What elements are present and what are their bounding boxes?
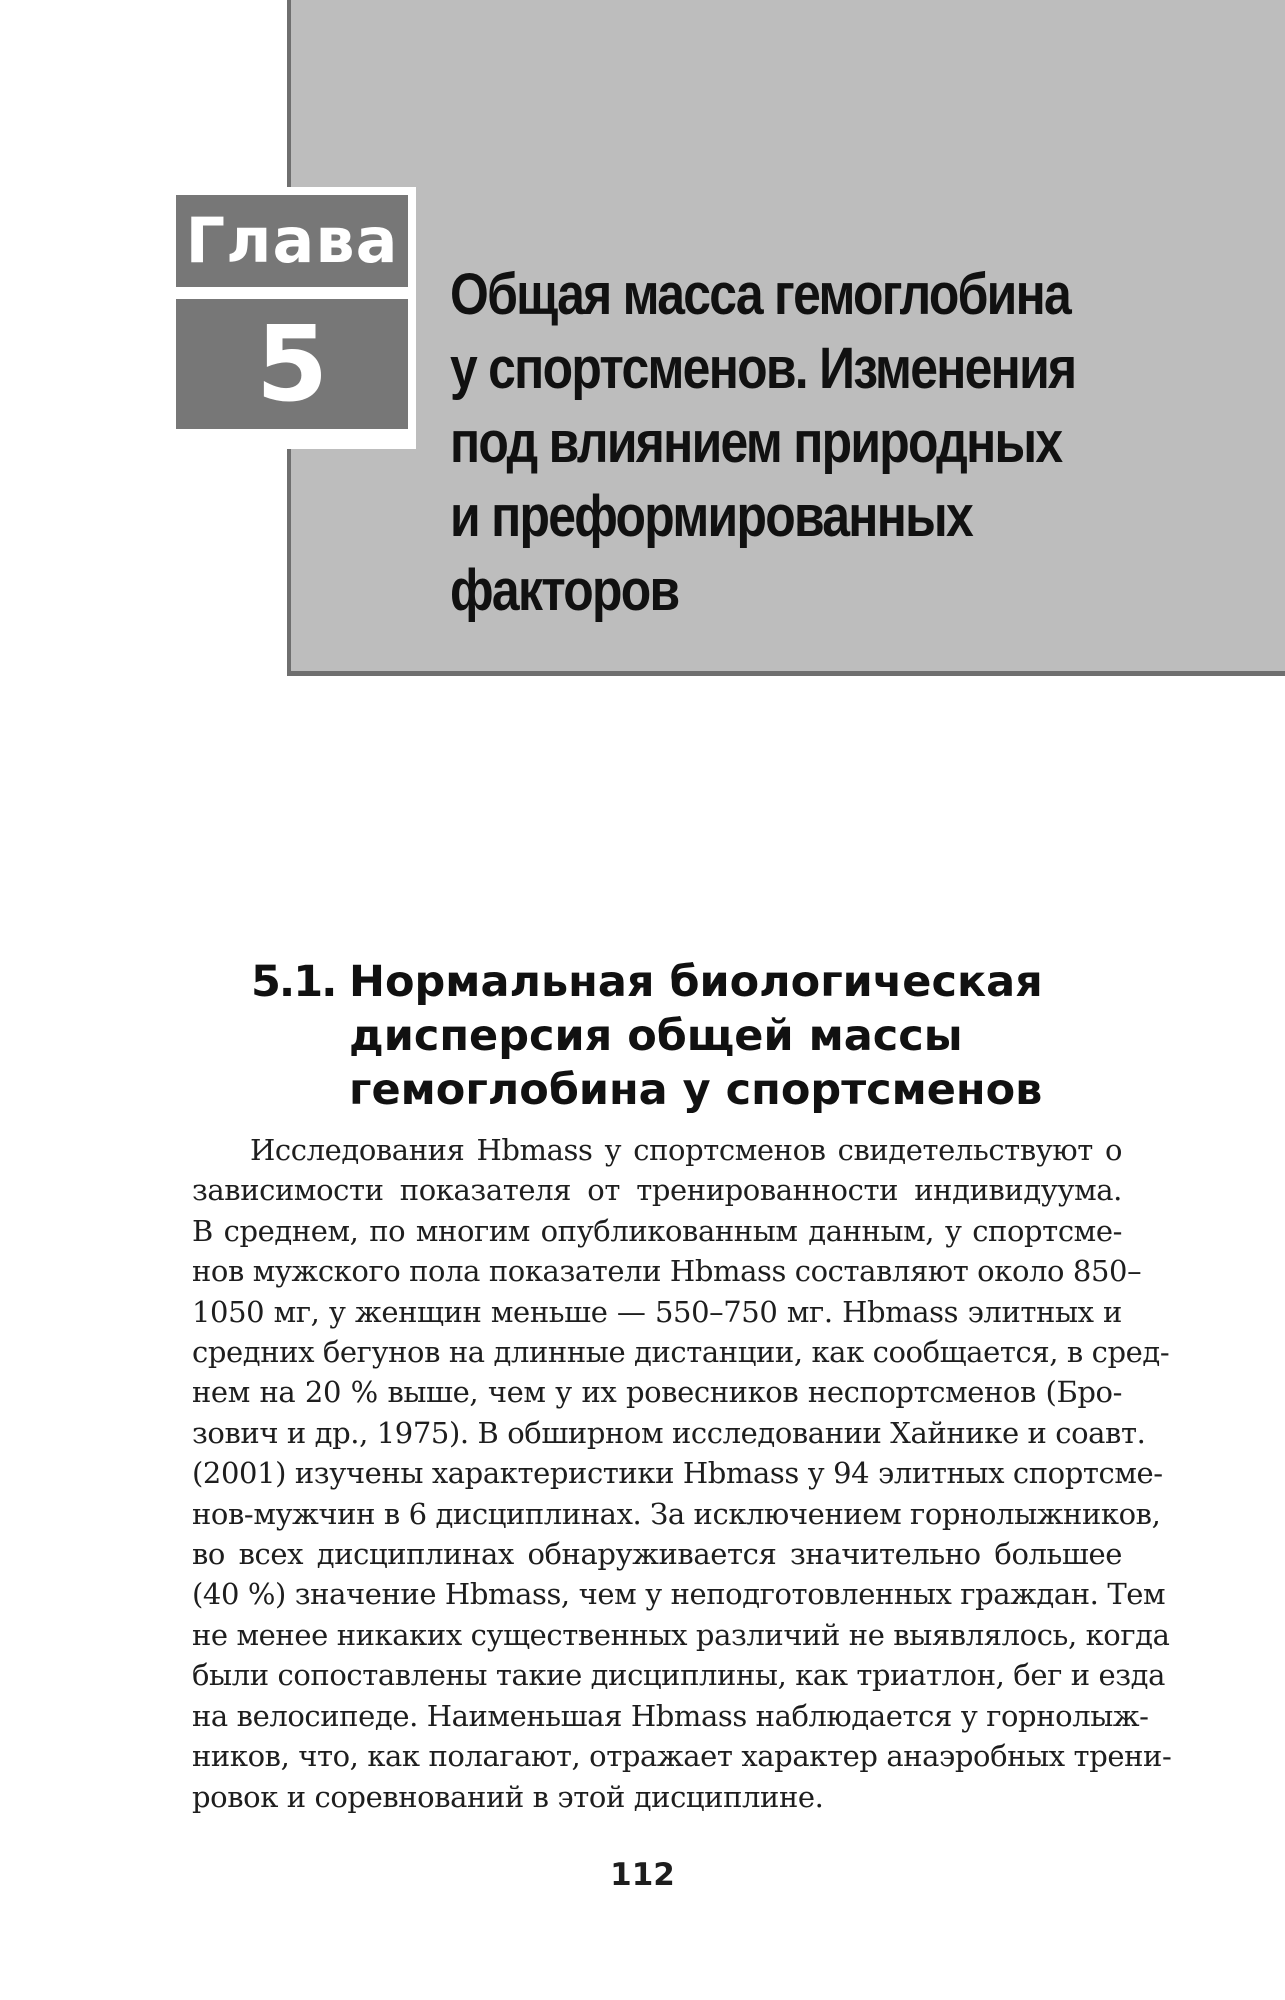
- section-title-line: Нормальная биологическая: [349, 957, 1043, 1007]
- body-line: во всех дисциплинах обнаруживается значительно большее: [192, 1537, 1122, 1572]
- section-title-line: дисперсия общей массы: [349, 1011, 963, 1061]
- body-line: не менее никаких существенных различий не выявлялось, когда: [192, 1617, 1170, 1652]
- body-line: нем на 20 % выше, чем у их ровесников неспортсменов (Бро-: [192, 1375, 1122, 1410]
- section-title: [349, 955, 1043, 1117]
- chapter-title: [450, 258, 1138, 628]
- chapter-number: 5: [176, 299, 408, 429]
- section-number: 5.1.: [251, 957, 336, 1007]
- chapter-title-line: и преформированных: [450, 484, 973, 549]
- chapter-title-line: факторов: [450, 558, 679, 623]
- chapter-badge: [168, 187, 416, 449]
- chapter-label: Глава: [176, 195, 408, 287]
- body-line: 1050 мг, у женщин меньше — 550–750 мг. Hbmass элитных и: [192, 1294, 1122, 1329]
- section-title-line: гемоглобина у спортсменов: [349, 1065, 1043, 1115]
- body-line: (40 %) значение Hbmass, чем у неподготовленных граждан. Тем: [192, 1577, 1166, 1612]
- body-line: зович и др., 1975). В обширном исследовании Хайнике и соавт.: [192, 1415, 1146, 1450]
- body-line: были сопоставлены такие дисциплины, как триатлон, бег и езда: [192, 1658, 1165, 1693]
- body-line: ников, что, как полагают, отражает характер анаэробных трени-: [192, 1739, 1172, 1774]
- body-line: зависимости показателя от тренированности индивидуума.: [192, 1173, 1122, 1208]
- chapter-title-line: у спортсменов. Изменения: [450, 336, 1076, 401]
- chapter-title-line: под влиянием природных: [450, 410, 1062, 475]
- body-line: нов-мужчин в 6 дисциплинах. За исключением горнолыжников,: [192, 1496, 1161, 1531]
- body-line: В среднем, по многим опубликованным данным, у спортсме-: [192, 1213, 1122, 1248]
- body-paragraph: [192, 1130, 1172, 1817]
- page-number: 112: [610, 1857, 675, 1893]
- body-line: Исследования Hbmass у спортсменов свидетельствуют о: [250, 1133, 1122, 1167]
- body-line: на велосипеде. Наименьшая Hbmass наблюдается у горнолыж-: [192, 1698, 1149, 1733]
- chapter-title-line: Общая масса гемоглобина: [450, 262, 1071, 327]
- body-line: средних бегунов на длинные дистанции, как сообщается, в сред-: [192, 1335, 1170, 1370]
- body-line: (2001) изучены характеристики Hbmass у 94 элитных спортсме-: [192, 1456, 1163, 1491]
- body-line: нов мужского пола показатели Hbmass составляют около 850–: [192, 1254, 1142, 1289]
- body-line: ровок и соревнований в этой дисциплине.: [192, 1779, 824, 1814]
